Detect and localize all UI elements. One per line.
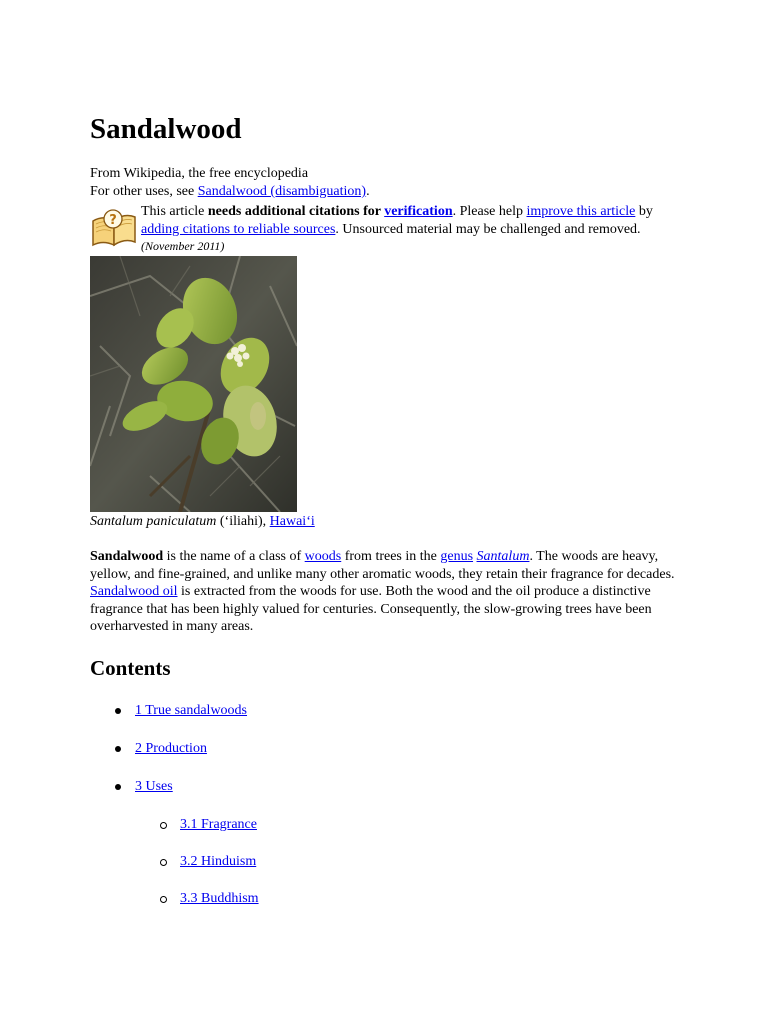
svg-text:?: ? xyxy=(109,213,117,228)
page-title: Sandalwood xyxy=(90,113,242,145)
bullet-circle-icon xyxy=(160,822,167,829)
disambiguation-link[interactable]: Sandalwood (disambiguation) xyxy=(197,184,367,199)
bullet-disc-icon xyxy=(115,784,121,790)
toc-link-uses[interactable]: 3 Uses xyxy=(135,779,173,794)
toc-link-production[interactable]: 2 Production xyxy=(135,741,207,756)
toc-link-true-sandalwoods[interactable]: 1 True sandalwoods xyxy=(135,703,248,718)
notice-text xyxy=(141,203,681,256)
toc-link-hinduism[interactable]: 3.2 Hinduism xyxy=(180,854,257,869)
hatnote-suffix: . xyxy=(366,184,370,199)
toc-link-fragrance[interactable]: 3.1 Fragrance xyxy=(180,817,257,832)
notice-bold: needs additional citations for xyxy=(207,204,385,219)
notice-text-2: . Please help xyxy=(452,204,527,219)
sandalwood-oil-link[interactable]: Sandalwood oil xyxy=(90,584,178,599)
verification-link[interactable]: verification xyxy=(384,204,453,219)
intro-paragraph xyxy=(90,548,680,636)
intro-text-4: . The woods are heavy, yellow, and fine-grained, and unlike many other aromatic woods, they retain their fragrance for decades. xyxy=(90,549,675,582)
caption-species: Santalum paniculatum xyxy=(90,514,217,529)
improve-article-link[interactable]: improve this article xyxy=(526,204,636,219)
bullet-disc-icon xyxy=(115,708,121,714)
santalum-paniculatum-photo[interactable] xyxy=(90,256,297,512)
image-caption xyxy=(90,513,315,531)
bullet-circle-icon xyxy=(160,859,167,866)
hawaii-link[interactable]: Hawai‘i xyxy=(269,514,315,529)
bullet-disc-icon xyxy=(115,746,121,752)
bullet-circle-icon xyxy=(160,896,167,903)
question-book-icon xyxy=(90,207,138,249)
santalum-link[interactable]: Santalum xyxy=(476,549,530,564)
contents-heading: Contents xyxy=(90,656,171,680)
genus-link[interactable]: genus xyxy=(440,549,474,564)
adding-citations-link[interactable]: adding citations to reliable sources xyxy=(141,221,336,237)
toc-link-buddhism[interactable]: 3.3 Buddhism xyxy=(180,891,259,906)
intro-bold-term: Sandalwood xyxy=(90,549,164,564)
tagline: From Wikipedia, the free encyclopedia xyxy=(90,166,309,181)
hatnote xyxy=(90,183,370,201)
intro-text-1: is the name of a class of xyxy=(163,549,305,564)
intro-text-2: from trees in the xyxy=(341,549,441,564)
notice-text-4: . Unsourced material may be challenged and removed. xyxy=(335,221,641,237)
hatnote-prefix: For other uses, see xyxy=(90,184,198,199)
intro-text-5: is extracted from the woods for use. Both the wood and the oil produce a distinctive fragrance that has been highly valued for centuries. Consequently, the slow-growing trees have been overharvested in many areas. xyxy=(90,584,652,634)
notice-text-3: by xyxy=(635,204,653,219)
notice-text-1: This article xyxy=(141,204,208,219)
notice-date: (November 2011) xyxy=(141,239,225,253)
caption-text: (‘iliahi), xyxy=(216,514,270,529)
woods-link[interactable]: woods xyxy=(304,549,342,564)
